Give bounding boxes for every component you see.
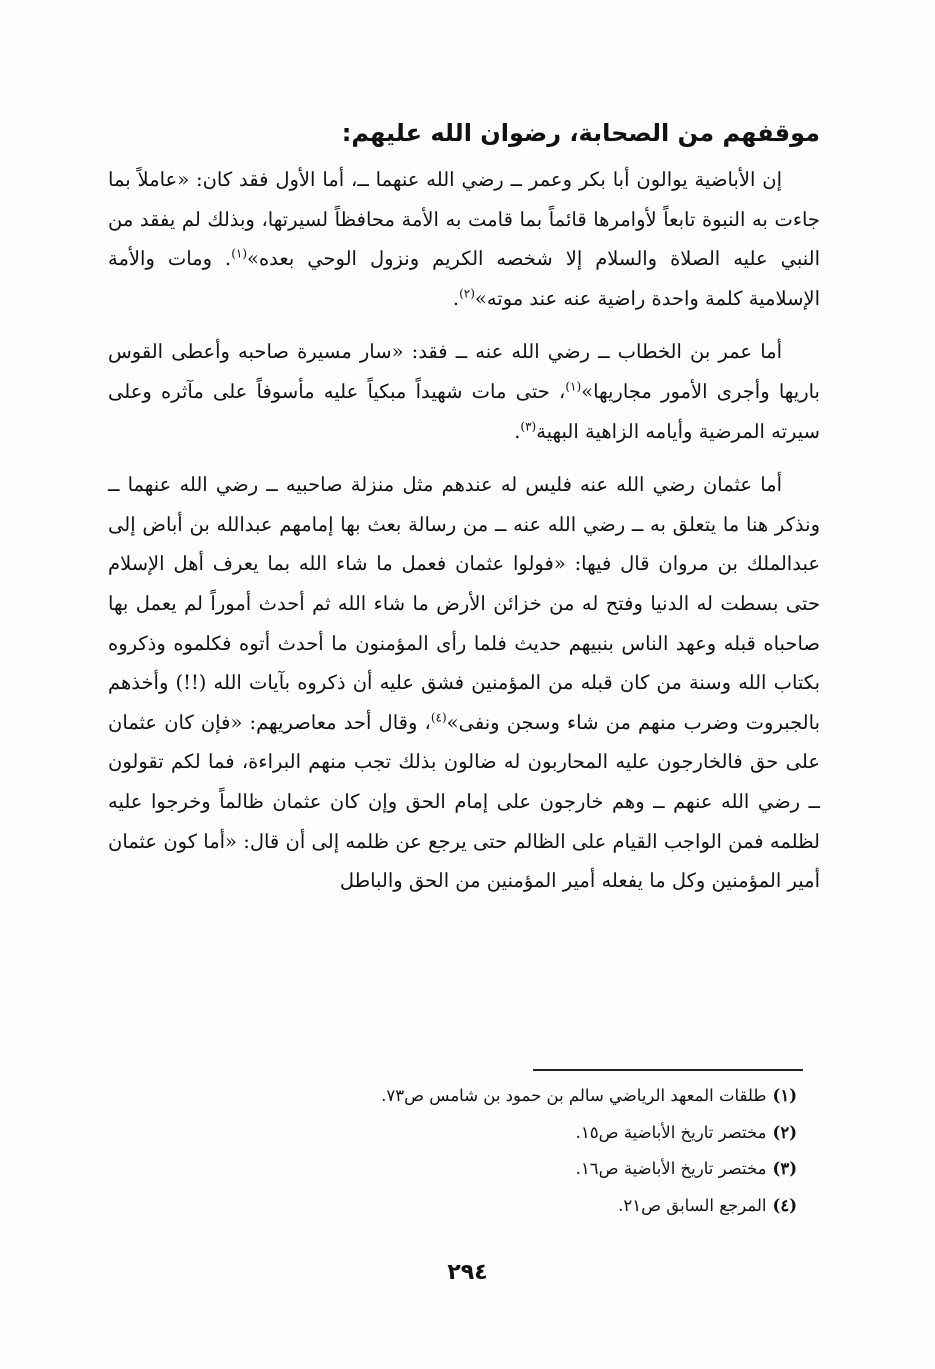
footnotes-list: [197, 1078, 797, 1224]
footnote-number: (٤): [772, 1195, 797, 1215]
footnote-ref: (١): [231, 246, 248, 261]
footnote-number: (١): [772, 1086, 797, 1105]
paragraph-text: ، حتى مات شهيداً مبكياً عليه مأسوفاً على مآثره وعلى سيرته المرضية وأيامه الزاهية البهية: [108, 379, 820, 443]
paragraph-text: إن الأباضية يوالون أبا بكر وعمر ــ رضي الله عنهما ــ، أما الأول فقد كان: «عاملاً بما جاءت به النبوة تابعاً لأوامرها قائماً بما قامت به الأمة محافظاً لسيرتها، وبذلك لم يفقد من النبي عليه الصلاة والسلام إلا شخصه الكريم ونزول الوحي بعده»: [108, 168, 820, 271]
section-heading: موقفهم من الصحابة، رضوان الله عليهم:: [341, 119, 820, 147]
footnote-number: (٣): [772, 1159, 797, 1178]
paragraph-text: ، وقال أحد معاصريهم: «فإن كان عثمان على حق فالخارجون عليه المحاربون له ضالون بذلك تجب منهم البراءة، فما لكم تقولون ــ رضي الله عنهم ــ وهم خارجون على إمام الحق وإن كان عثمان ظالماً وخرجوا عليه لظلمه فمن الواجب القيام على الظالم حتى يرجع عن ظلمه إلى أن قال: «أما كون عثمان أمير المؤمنين وكل ما يفعله أمير المؤمنين من الحق والباطل: [108, 710, 820, 893]
footnote-item: [197, 1151, 797, 1188]
footnote-text: طلقات المعهد الرياضي سالم بن حمود بن شامس ص٧٣.: [381, 1086, 767, 1105]
paragraph-text: .: [514, 419, 521, 443]
footnote-ref: (٤): [430, 710, 447, 725]
footnote-ref: (٢): [459, 286, 475, 301]
footnote-item: [197, 1078, 797, 1115]
footnote-item: [197, 1115, 797, 1152]
footnote-ref: (١): [565, 379, 582, 394]
footnote-text: مختصر تاريخ الأباضية ص١٥.: [575, 1122, 767, 1142]
page-number: ٢٩٤: [447, 1260, 488, 1285]
paragraph-text: أما عثمان رضي الله عنه فليس له عندهم مثل منزلة صاحبيه ــ رضي الله عنهما ــ ونذكر هنا ما يتعلق به ــ رضي الله عنه ــ من رسالة بعث بها إمامهم عبدالله بن أباض إلى عبدالملك بن مروان قال فيها: «فولوا عثمان فعمل ما شاء الله بما يعرف أهل الإسلام حتى بسطت له الدنيا وفتح له من خزائن الأرض ما شاء الله ثم أحدث أموراً لم يعمل بها صاحباه قبله وعهد الناس بنبيهم حديث فلما رأى المؤمنون ما أحدث أتوه فكلموه وذكروه بكتاب الله وسنة من كان قبله من المؤمنين فشق عليه أن ذكروه بآيات الله (!!) وأخذهم بالجبروت وضرب منهم من شاء وسجن ونفى»: [108, 473, 820, 734]
paragraph-abu-bakr-umar: [108, 160, 820, 318]
paragraph-text: . ومات والأمة الإسلامية كلمة واحدة راضية عنه عند موته»: [108, 247, 820, 310]
paragraph-uthman: [108, 465, 820, 901]
footnote-ref: (٣): [520, 419, 537, 434]
paragraph-umar: [108, 332, 820, 451]
paragraph-text: أما عمر بن الخطاب ــ رضي الله عنه ــ فقد: «سار مسيرة صاحبه وأعطى القوس باريها وأجرى الأمور مجاريها»: [108, 340, 820, 403]
footnote-divider: [533, 1069, 803, 1071]
page-body: [108, 112, 820, 915]
footnote-number: (٢): [772, 1122, 797, 1142]
footnote-item: [197, 1188, 797, 1225]
footnote-text: المرجع السابق ص٢١.: [618, 1195, 767, 1215]
paragraph-text: .: [452, 286, 460, 310]
footnote-text: مختصر تاريخ الأباضية ص١٦.: [575, 1159, 767, 1178]
